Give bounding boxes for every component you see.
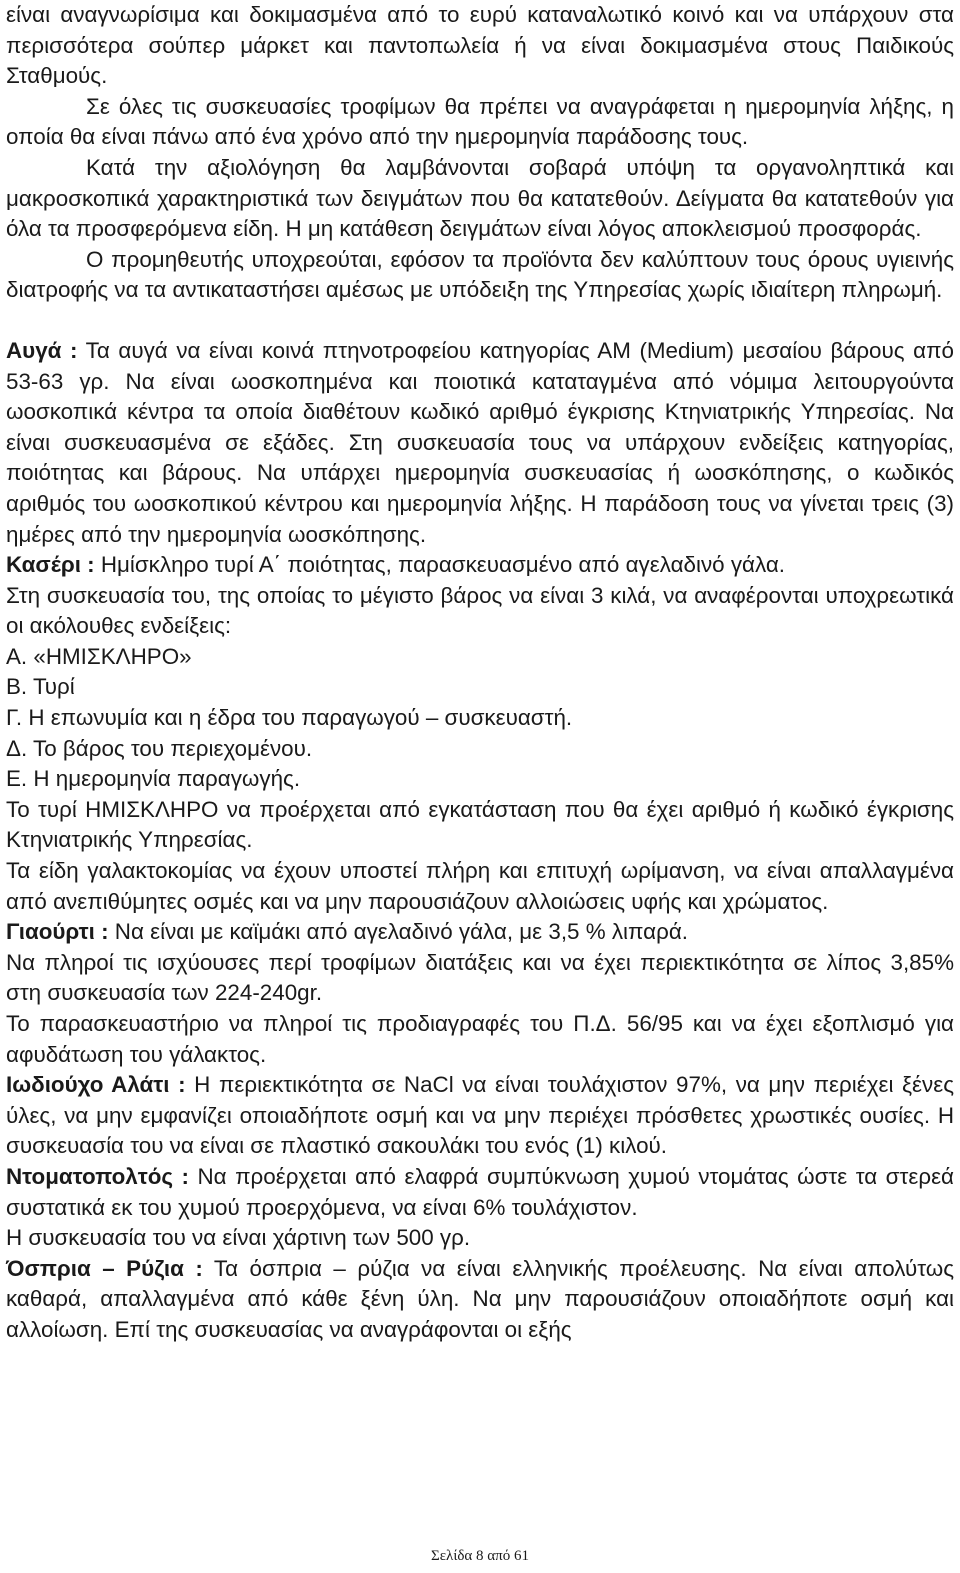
yogurt-text: Να είναι με καϊμάκι από αγελαδινό γάλα, με 3,5 % λιπαρά. xyxy=(108,919,688,945)
legumes-text: Τα όσπρια – ρύζια να είναι ελληνικής προέλευσης. Να είναι απολύτως καθαρά, απαλλαγμένα από κάθε ξένη ύλη. Να μην παρουσιάζουν οποιαδήποτε οσμή και αλλοίωση. Επί της συσκευασίας να αναγράφονται οι εξής xyxy=(6,1255,955,1342)
paragraph-intro: είναι αναγνωρίσιμα και δοκιμασμένα από το ευρύ καταναλωτικό κοινό και να υπάρχουν στα περισσότερα σούπερ μάρκετ και παντοπωλεία ή να είναι δοκιμασμένα στους Παιδικούς Σταθμούς. xyxy=(6,2,954,89)
page-number-footer: Σελίδα 8 από 61 xyxy=(431,1548,529,1564)
kaseri-section xyxy=(6,550,954,581)
eggs-term: Αυγά : xyxy=(6,337,78,363)
paragraph-supplier-obligation: Ο προμηθευτής υποχρεούται, εφόσον τα προϊόντα δεν καλύπτουν τους όρους υγιεινής διατροφής να τα αντικαταστήσει αμέσως με υπόδειξη της Υπηρεσίας χωρίς ιδιαίτερη πληρωμή. xyxy=(6,246,954,303)
salt-section xyxy=(6,1070,954,1162)
document-page xyxy=(6,0,954,1346)
spacer xyxy=(6,306,954,336)
kaseri-packaging: Στη συσκευασία του, της οποίας το μέγιστο βάρος να είναι 3 κιλά, να αναφέρονται υποχρεωτικά οι ακόλουθες ενδείξεις: xyxy=(6,582,954,639)
kaseri-term: Κασέρι : xyxy=(6,552,95,578)
yogurt-facility: Το παρασκευαστήριο να πληροί τις προδιαγραφές του Π.Δ. 56/95 και να έχει εξοπλισμό για αφυδάτωση του γάλακτος. xyxy=(6,1011,954,1067)
eggs-section xyxy=(6,336,954,550)
salt-term: Ιωδιούχο Αλάτι : xyxy=(6,1072,186,1098)
kaseri-text: Ημίσκληρο τυρί Α΄ ποιότητας, παρασκευασμένο από αγελαδινό γάλα. xyxy=(94,552,785,578)
paragraph-expiry: Σε όλες τις συσκευασίες τροφίμων θα πρέπει να αναγράφεται η ημερομηνία λήξης, η οποία θα είναι πάνω από ένα χρόνο από την ημερομηνία παράδοσης τους. xyxy=(6,93,954,150)
paste-term: Ντοματοπολτός : xyxy=(6,1163,190,1189)
kaseri-item-e: Ε. Η ημερομηνία παραγωγής. xyxy=(6,766,301,792)
salt-text: Η περιεκτικότητα σε NaCl να είναι τουλάχιστον 97%, να μην περιέχει ξένες ύλες, να μην εμφανίζει οποιαδήποτε οσμή και να μην περιέχει πρόσθετες χρωστικές ουσίες. Η συσκευασία του να είναι σε πλαστικό σακουλάκι του ενός (1) κιλού. xyxy=(6,1072,954,1159)
yogurt-term: Γιαούρτι : xyxy=(6,919,109,945)
paste-text: Να προέρχεται από ελαφρά συμπύκνωση χυμού ντομάτας ώστε τα στερεά συστατικά εκ του χυμού προερχόμενα, να είναι 6% τουλάχιστον. xyxy=(6,1163,954,1220)
dairy-requirements: Τα είδη γαλακτοκομίας να έχουν υποστεί πλήρη και επιτυχή ωρίμανση, να είναι απαλλαγμένα από ανεπιθύμητες οσμές και να μην παρουσιάζουν αλλοιώσεις υφής και χρώματος. xyxy=(6,858,954,914)
kaseri-item-d: Δ. Το βάρος του περιεχομένου. xyxy=(6,735,313,761)
eggs-text: Τα αυγά να είναι κοινά πτηνοτροφείου κατηγορίας ΑΜ (Medium) μεσαίου βάρους από 53-63 γρ. Να είναι ωοσκοπημένα και ποιοτικά καταταγμένα από νόμιμα λειτουργούντα ωοσκοπικά κέντρα τα οποία διαθέτουν κωδικό αριθμό έγκρισης Κτηνιατρικής Υπηρεσίας. Να είναι συσκευασμένα σε εξάδες. Στη συσκευασία τους να υπάρχουν ενδείξεις κατηγορίας, ποιότητας και βάρους. Να υπάρχει ημερομηνία συσκευασίας ή ωοσκόπησης, ο κωδικός αριθμός του ωοσκοπικού κέντρου και ημερομηνία λήξης. Η παράδοση τους να γίνεται τρεις (3) ημέρες από την ημερομηνία ωοσκόπησης. xyxy=(6,337,954,547)
kaseri-item-c: Γ. Η επωνυμία και η έδρα του παραγωγού – συσκευαστή. xyxy=(6,705,573,731)
kaseri-item-b: Β. Τυρί xyxy=(6,674,75,700)
paste-section xyxy=(6,1162,954,1223)
legumes-section xyxy=(6,1254,954,1346)
kaseri-item-a: Α. «ΗΜΙΣΚΛΗΡΟ» xyxy=(6,643,192,669)
yogurt-fat: Να πληροί τις ισχύουσες περί τροφίμων διατάξεις και να έχει περιεκτικότητα σε λίπος 3,85% στη συσκευασία των 224-240gr. xyxy=(6,949,954,1006)
legumes-term: Όσπρια – Ρύζια : xyxy=(6,1255,203,1281)
paragraph-evaluation: Κατά την αξιολόγηση θα λαμβάνονται σοβαρά υπόψη τα οργανοληπτικά και μακροσκοπικά χαρακτηριστικά των δειγμάτων που θα κατατεθούν. Δείγματα θα κατατεθούν για όλα τα προσφερόμενα είδη. Η μη κατάθεση δειγμάτων είναι λόγος αποκλεισμού προσφοράς. xyxy=(6,154,954,242)
paste-packaging: Η συσκευασία του να είναι χάρτινη των 500 γρ. xyxy=(6,1225,471,1251)
yogurt-section xyxy=(6,917,954,948)
kaseri-origin: Το τυρί ΗΜΙΣΚΛΗΡΟ να προέρχεται από εγκατάσταση που θα έχει αριθμό ή κωδικό έγκρισης Κτηνιατρικής Υπηρεσίας. xyxy=(6,796,954,853)
